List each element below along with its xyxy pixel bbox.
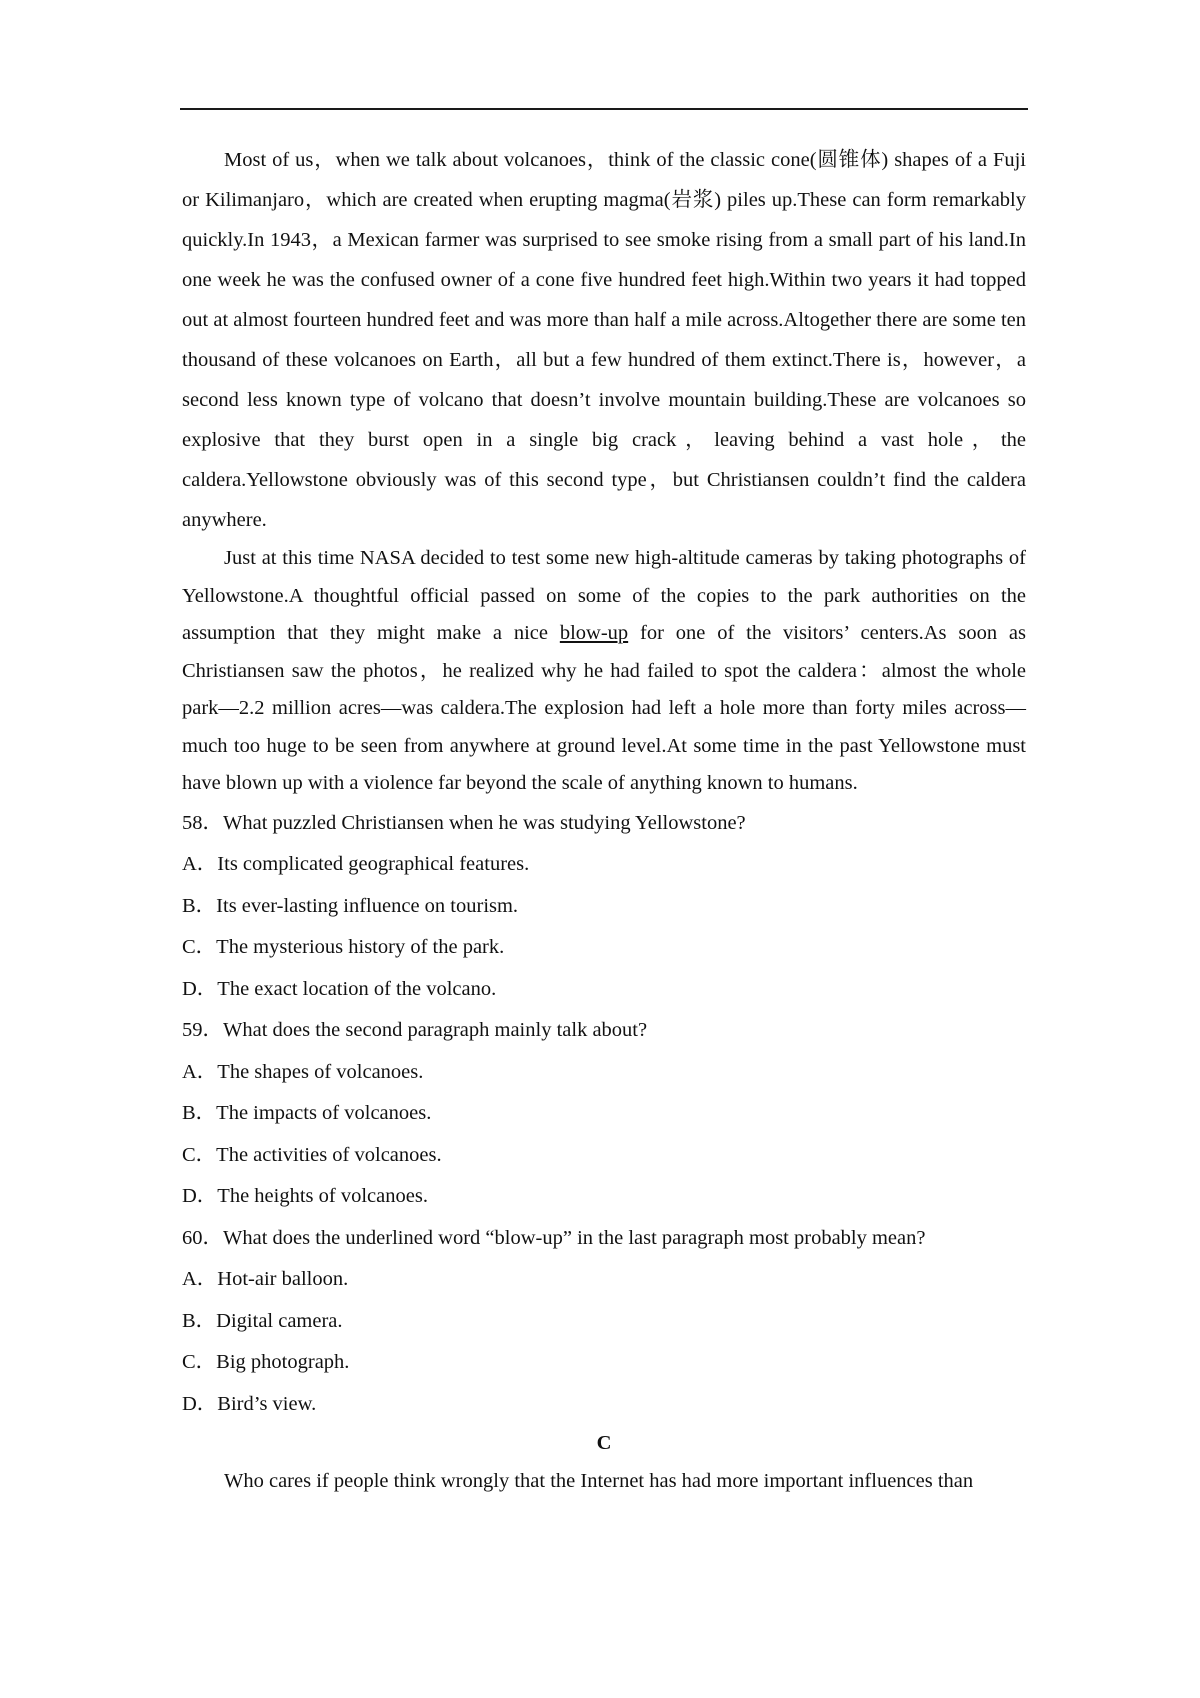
underlined-word-blow-up: blow-up: [559, 622, 629, 644]
question-60-option-d: D．Bird’s view.: [182, 1392, 317, 1415]
question-58-option-b: B．Its ever-lasting influence on tourism.: [182, 894, 519, 917]
question-59: [182, 1010, 1026, 1218]
passage-b-paragraph-1: Most of us，when we talk about volcanoes，think of the classic cone(圆锥体) shapes of a Fuji or Kilimanjaro，which are created when erupting magma(岩浆) piles up.These can form remarkably quickly.In 1943，a Mexican farmer was surprised to see smoke rising from a small part of his land.In one week he was the confused owner of a cone five hundred feet high.Within two years it had topped out at almost fourteen hundred feet and was more than half a mile across.Altogether there are some ten thousand of these volcanoes on Earth，all but a few hundred of them extinct.There is，however，a second less known type of volcano that doesn’t involve mountain building.These are volcanoes so explosive that they burst open in a single big crack，leaving behind a vast hole，the caldera.Yellowstone obviously was of this second type，but Christiansen couldn’t find the caldera anywhere.: [182, 149, 1026, 531]
question-60: [182, 1218, 1026, 1426]
question-59-option-a: A．The shapes of volcanoes.: [182, 1060, 424, 1083]
paragraph-2-text-before: Just at this time NASA decided to test some new high-altitude cameras by taking photographs of Yellowstone.A thoughtful official passed on some of the copies to the park authorities on the assumption that they might make a nice: [182, 547, 1026, 644]
question-58-option-d: D．The exact location of the volcano.: [182, 977, 497, 1000]
question-60-stem: 60．What does the underlined word “blow-up” in the last paragraph most probably mean?: [182, 1226, 926, 1249]
question-59-stem: 59．What does the second paragraph mainly talk about?: [182, 1019, 648, 1041]
question-60-option-b: B．Digital camera.: [182, 1309, 343, 1332]
question-59-option-b: B．The impacts of volcanoes.: [182, 1102, 432, 1124]
question-58-stem: 58．What puzzled Christiansen when he was studying Yellowstone?: [182, 811, 746, 834]
section-heading-c: C: [596, 1432, 612, 1454]
question-58: [182, 803, 1026, 1011]
question-59-option-c: C．The activities of volcanoes.: [182, 1143, 442, 1166]
document-body: [182, 140, 1026, 1501]
paragraph-2-text-after: for one of the visitors’ centers.As soon as Christiansen saw the photos，he realized why he had failed to spot the caldera：almost the whole park—2.2 million acres—was caldera.The explosion had left a hole more than forty miles across—much too huge to be seen from anywhere at ground level.At some time in the past Yellowstone must have blown up with a violence far beyond the scale of anything known to humans.: [182, 622, 1026, 794]
question-58-option-c: C．The mysterious history of the park.: [182, 936, 505, 958]
header-rule: [180, 108, 1028, 110]
question-59-option-d: D．The heights of volcanoes.: [182, 1185, 428, 1207]
question-58-option-a: A．Its complicated geographical features.: [182, 853, 530, 875]
passage-c-paragraph-1: Who cares if people think wrongly that the Internet has had more important influences than: [224, 1470, 974, 1492]
question-60-option-a: A．Hot-air balloon.: [182, 1268, 349, 1290]
question-60-option-c: C．Big photograph.: [182, 1351, 350, 1373]
passage-b-paragraph-2: [182, 540, 1026, 803]
